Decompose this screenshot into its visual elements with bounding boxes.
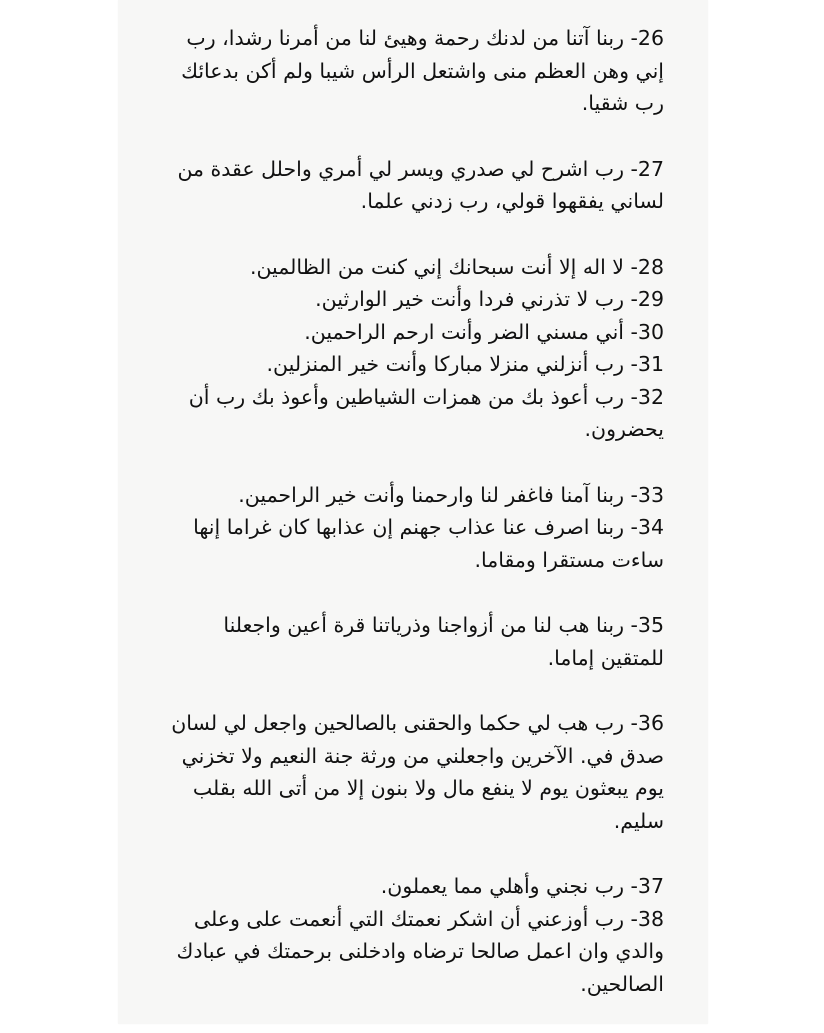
prayer-item-29: 29- رب لا تذرني فردا وأنت خير الوارثين. <box>315 287 664 311</box>
prayer-item-35: 35- ربنا هب لنا من أزواجنا وذرياتنا قرة أعين واجعلنا للمتقين إماما. <box>223 613 664 670</box>
prayer-group <box>160 22 664 120</box>
prayer-item-28: 28- لا اله إلا أنت سبحانك إني كنت من الظالمين. <box>249 254 664 279</box>
prayer-item-27: 27- رب اشرح لي صدري ويسر لي أمري واحلل عقدة من لساني يفقهوا قولي، رب زدني علما. <box>177 156 664 213</box>
prayer-item-32: 32- رب أعوذ بك من همزات الشياطين وأعوذ بك رب أن يحضرون. <box>188 384 664 441</box>
prayer-item-30: 30- أني مسني الضر وأنت ارحم الراحمين. <box>304 319 664 344</box>
prayer-group <box>160 609 664 674</box>
prayer-group <box>160 479 664 577</box>
prayer-item-36: 36- رب هب لي حكما والحقنى بالصالحين واجعل لي لسان صدق في. الآخرين واجعلني من ورثة جنة النعيم ولا تخزني يوم يبعثون يوم لا ينفع مال ولا بنون إلا من أتى الله بقلب سليم. <box>171 711 664 833</box>
prayer-item-26: 26- ربنا آتنا من لدنك رحمة وهيئ لنا من أمرنا رشدا، رب إني وهن العظم منى واشتعل الرأس شيبا ولم أكن بدعائك رب شقيا. <box>181 26 664 115</box>
prayer-group <box>160 707 664 837</box>
prayer-item-31: 31- رب أنزلني منزلا مباركا وأنت خير المنزلين. <box>266 352 664 376</box>
prayer-item-34: 34- ربنا اصرف عنا عذاب جهنم إن عذابها كان غراما إنها ساءت مستقرا ومقاما. <box>193 515 664 572</box>
prayer-item-37: 37- رب نجني وأهلي مما يعملون. <box>380 874 664 898</box>
prayer-group <box>160 870 664 1000</box>
prayer-item-33: 33- ربنا آمنا فاغفر لنا وارحمنا وأنت خير الراحمين. <box>238 482 664 507</box>
prayer-group <box>160 251 664 446</box>
prayer-item-38: 38- رب أوزعني أن اشكر نعمتك التي أنعمت على وعلى والدي وان اعمل صالحا ترضاه وادخلنى برحمتك في عبادك الصالحين. <box>176 906 664 996</box>
prayer-group <box>160 153 664 218</box>
prayer-list <box>160 22 664 1033</box>
